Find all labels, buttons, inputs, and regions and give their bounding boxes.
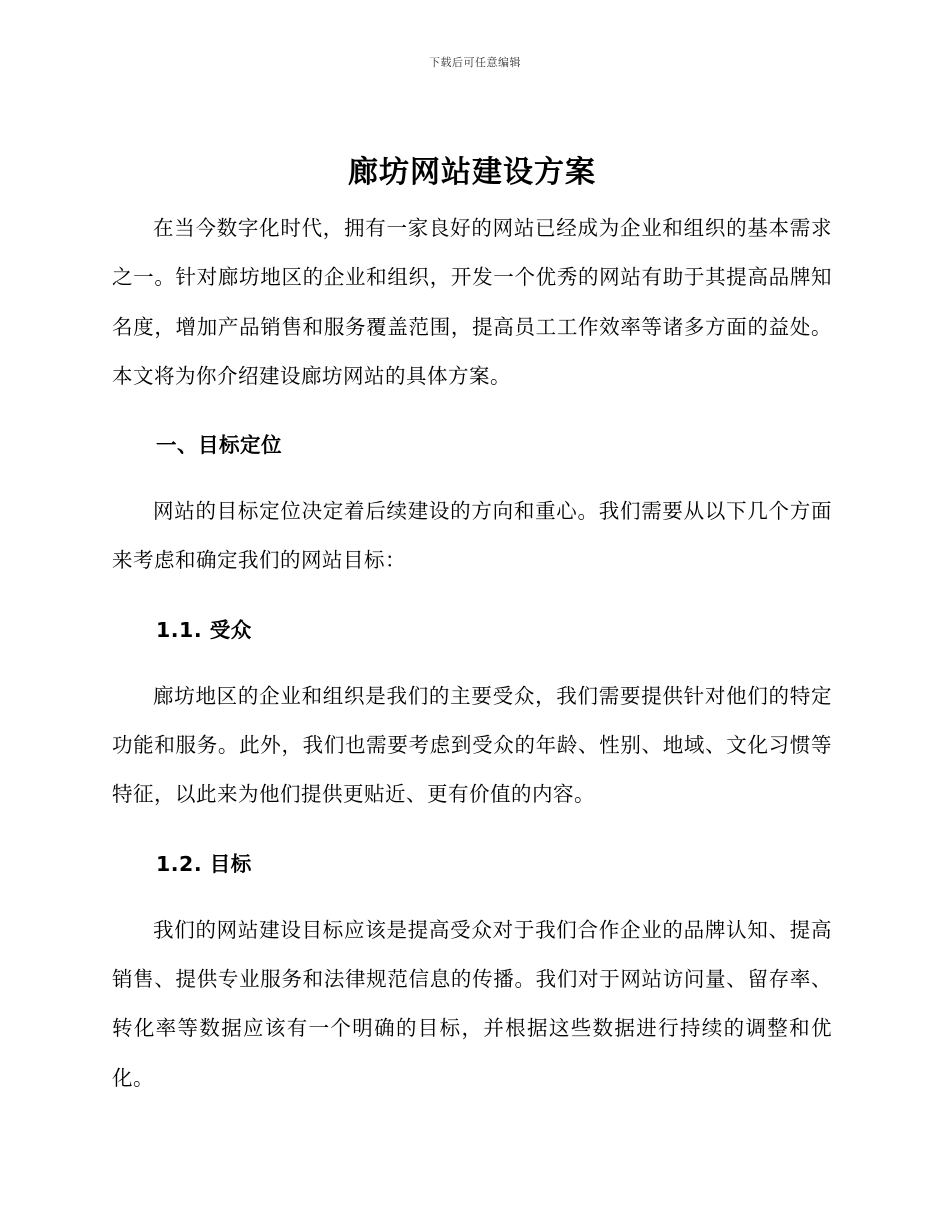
document-title: 廊坊网站建设方案 bbox=[348, 155, 596, 190]
spacer bbox=[112, 586, 832, 600]
subsection-heading-target: 1.2. 目标 bbox=[156, 851, 252, 876]
subsection-heading-audience: 1.1. 受众 bbox=[156, 617, 252, 642]
subsection-paragraph-target: 我们的网站建设目标应该是提高受众对于我们合作企业的品牌认知、提高销售、提供专业服务和法律规范信息的传播。我们对于网站访问量、留存率、转化率等数据应该有一个明确的目标，并根据这些数据进行持续的调整和优化。 bbox=[112, 917, 832, 1090]
spacer bbox=[112, 475, 832, 487]
section-heading-goal-positioning: 一、目标定位 bbox=[156, 433, 282, 458]
spacer bbox=[112, 401, 832, 415]
header-note: 下载后可任意编辑 bbox=[429, 56, 521, 69]
subsection-paragraph-audience: 廊坊地区的企业和组织是我们的主要受众，我们需要提供针对他们的特定功能和服务。此外，我们也需要考虑到受众的年龄、性别、地域、文化习惯等特征，以此来为他们提供更贴近、更有价值的内容。 bbox=[112, 683, 832, 807]
spacer bbox=[112, 820, 832, 834]
intro-paragraph: 在当今数字化时代，拥有一家良好的网站已经成为企业和组织的基本需求之一。针对廊坊地区的企业和组织，开发一个优秀的网站有助于其提高品牌知名度，增加产品销售和服务覆盖范围，提高员工工作效率等诸多方面的益处。本文将为你介绍建设廊坊网站的具体方案。 bbox=[112, 216, 832, 388]
spacer bbox=[112, 660, 832, 672]
section-paragraph-goal-positioning: 网站的目标定位决定着后续建设的方向和重心。我们需要从以下几个方面来考虑和确定我们的网站目标： bbox=[112, 499, 832, 573]
document-content bbox=[112, 148, 832, 1103]
spacer bbox=[112, 894, 832, 906]
